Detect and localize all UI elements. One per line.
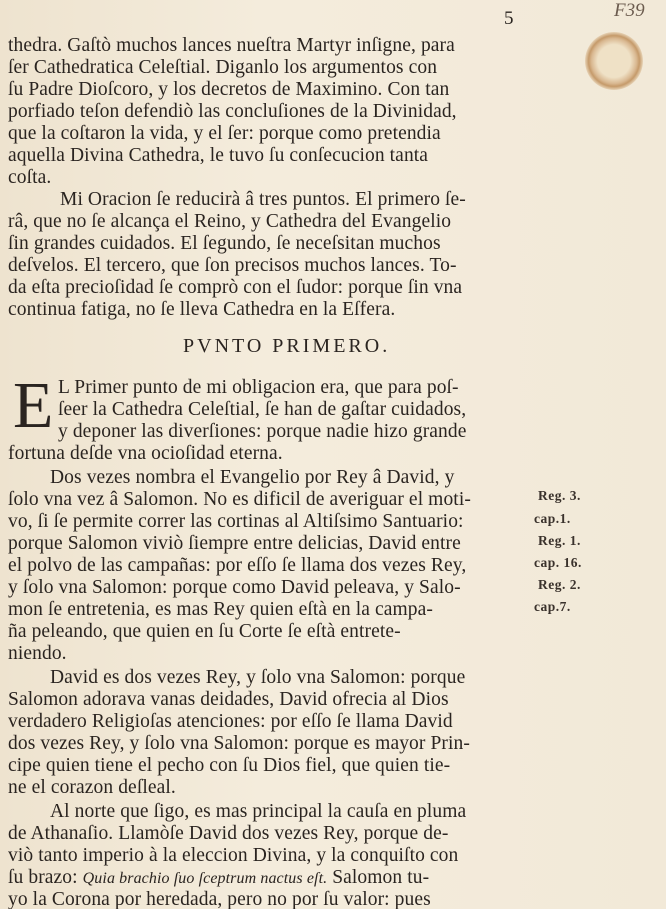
text-line: de Athanaſio. Llamòſe David dos vezes Rey, porque de-: [8, 823, 449, 844]
text-line: que la coſtaron la vida, y el ſer: porque como pretendia: [8, 123, 441, 144]
margin-note: cap. 16.: [534, 555, 582, 570]
text-line: râ, que no ſe alcança el Reino, y Cathedra del Evangelio: [8, 211, 452, 232]
margin-note: cap.7.: [534, 599, 571, 614]
text-line: el polvo de las campañas: por eſſo ſe llama dos vezes Rey,: [8, 555, 467, 576]
text-line: vo, ſi ſe permite correr las cortinas al Altiſsimo Santuario:: [8, 511, 464, 532]
text-line: L Primer punto de mi obligacion era, que para poſ-: [58, 377, 459, 398]
drop-cap: E: [13, 369, 54, 442]
text-line: porfiado teſon defendiò las concluſiones de la Divinidad,: [8, 101, 457, 122]
text-line: yo la Corona por heredada, pero no por ſu valor: pues: [8, 889, 431, 909]
text-line: David es dos vezes Rey, y ſolo vna Salomon: porque: [50, 667, 466, 688]
text-line: Al norte que ſigo, es mas principal la cauſa en pluma: [50, 801, 467, 822]
text-line: cipe quien tiene el pecho con ſu Dios fiel, que quien tie-: [8, 755, 451, 776]
paper-stain: [585, 32, 643, 90]
text-line: verdadero Religioſas atenciones: por eſſo ſe llama David: [8, 711, 453, 732]
margin-note: cap.1.: [534, 511, 571, 526]
text-line: continua fatiga, no ſe lleva Cathedra en la Eſfera.: [8, 299, 396, 320]
text-line: y deponer las diverſiones: porque nadie hizo grande: [58, 421, 467, 442]
text-line: ſu Padre Dioſcoro, y los decretos de Maximino. Con tan: [8, 79, 450, 100]
text-line: aquella Divina Cathedra, le tuvo ſu conſecucion tanta: [8, 145, 429, 166]
text-line: ña peleando, que quien en ſu Corte ſe eſtà entrete-: [8, 621, 401, 642]
page-number: 5: [504, 8, 514, 29]
margin-note: Reg. 2.: [538, 577, 581, 592]
text-line: dos vezes Rey, y ſolo vna Salomon: porque es mayor Prin-: [8, 733, 470, 754]
text-line: Dos vezes nombra el Evangelio por Rey â David, y: [50, 467, 455, 488]
text-line: viò tanto imperio à la eleccion Divina, y la conquiſto con: [8, 845, 459, 866]
text-line-end: Salomon tu-: [332, 867, 430, 888]
text-line: [8, 867, 429, 890]
text-line-start: ſu brazo:: [8, 867, 78, 888]
text-line: thedra. Gaſtò muchos lances nueſtra Martyr inſigne, para: [8, 35, 455, 56]
margin-note: Reg. 1.: [538, 533, 581, 548]
text-line: Mi Oracion ſe reducirà â tres puntos. El primero ſe-: [60, 189, 466, 210]
section-heading: PVNTO PRIMERO.: [183, 335, 391, 357]
text-line: y ſolo vna Salomon: porque como David peleava, y Salo-: [8, 577, 461, 598]
text-line: ſin grandes cuidados. El ſegundo, ſe neceſsitan muchos: [8, 233, 441, 254]
text-line: fortuna deſde vna ocioſidad eterna.: [8, 443, 283, 464]
text-line: mon ſe entretenia, es mas Rey quien eſtà en la campa-: [8, 599, 433, 620]
margin-note: Reg. 3.: [538, 488, 581, 503]
text-line: niendo.: [8, 643, 67, 664]
text-line: deſvelos. El tercero, que ſon precisos muchos lances. To-: [8, 255, 457, 276]
latin-quote: Quia brachio ſuo ſceptrum nactus eſt.: [82, 870, 328, 887]
text-line: da eſta precioſidad ſe comprò con el ſudor: porque ſin vna: [8, 277, 463, 298]
text-line: coſta.: [8, 167, 52, 188]
text-line: ſolo vna vez â Salomon. No es dificil de averiguar el moti-: [8, 489, 471, 510]
corner-mark: F39: [614, 0, 645, 21]
text-line: ſeer la Cathedra Celeſtial, ſe han de gaſtar cuidados,: [58, 399, 467, 420]
text-line: porque Salomon viviò ſiempre entre delicias, David entre: [8, 533, 461, 554]
text-line: Salomon adorava vanas deidades, David ofrecia al Dios: [8, 689, 449, 710]
text-line: ſer Cathedratica Celeſtial. Diganlo los argumentos con: [8, 57, 438, 78]
text-line: ne el corazon deſleal.: [8, 777, 176, 798]
